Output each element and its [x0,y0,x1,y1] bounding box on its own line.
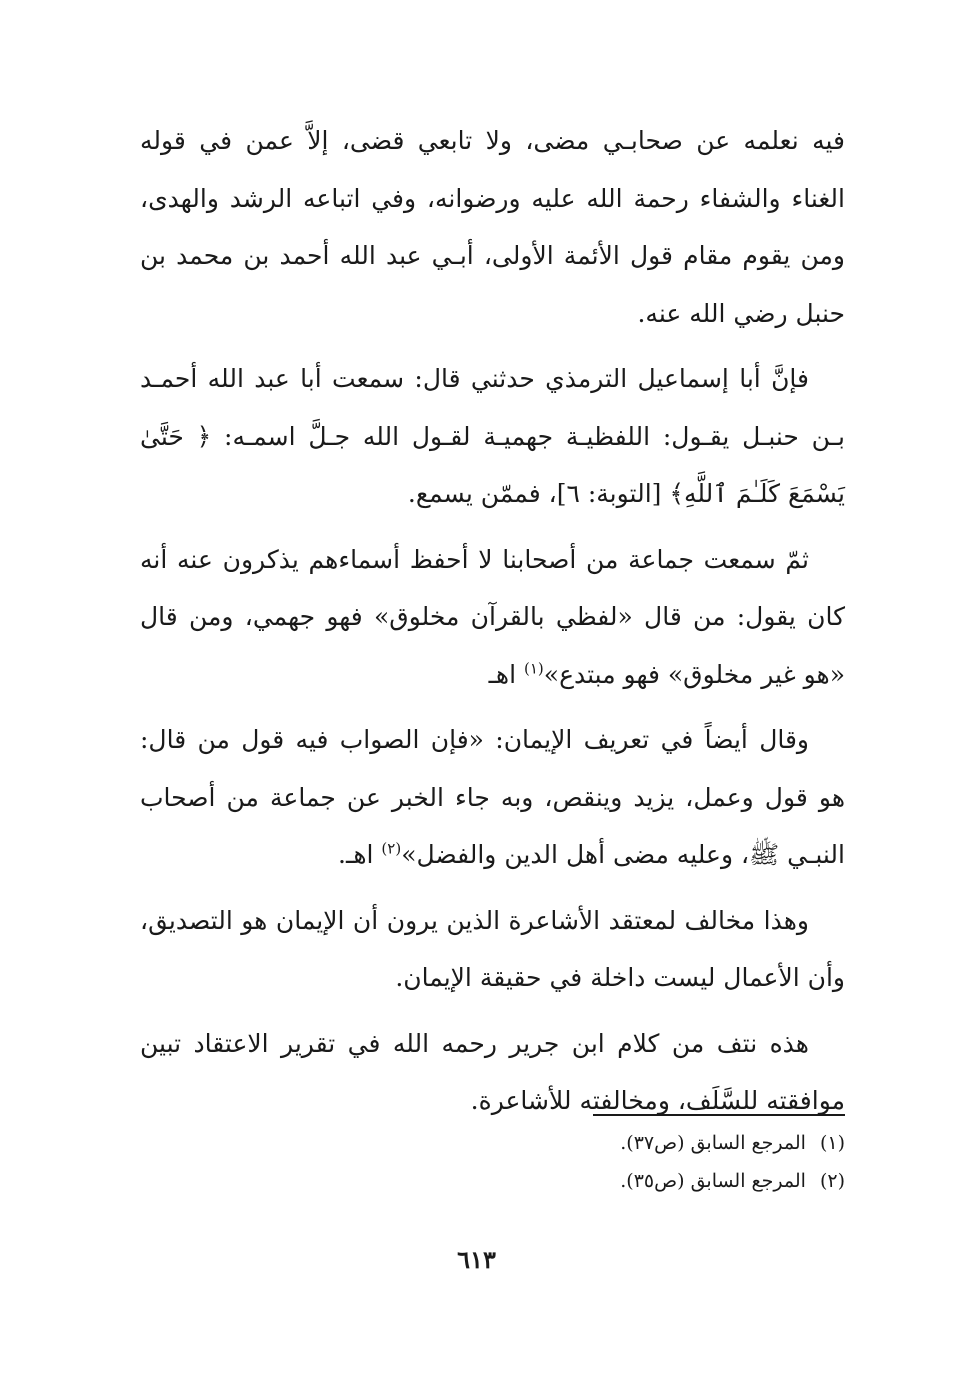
footnote-separator [593,1114,845,1116]
paragraph-6: هذه نتف من كلام ابن جرير رحمه الله في تقرير الاعتقاد تبين موافقته للسَّلَف، ومخالفته للأشاعرة. [140,1028,845,1115]
footnote-2 [140,1162,845,1200]
footnotes [140,1124,845,1200]
paragraph-5: وهذا مخالف لمعتقد الأشاعرة الذين يرون أن الإيمان هو التصديق، وأن الأعمال ليست داخلة في حقيقة الإيمان. [140,905,845,992]
paragraph-4-text: وقال أيضاً في تعريف الإيمان: «فإن الصواب فيه قول من قال: هو قول وعمل، يزيد وينقص، وبه جاء الخبر عن جماعة من أصحاب النبـي ﷺ، وعليه مضى أهل الدين والفضل» [140,725,845,869]
footnote-1-text: المرجع السابق (ص٣٧). [620,1132,806,1154]
footnote-ref-2[interactable]: (٢) [381,839,402,858]
footnote-1 [140,1124,845,1162]
paragraph-3-ending: اهـ [488,659,524,689]
paragraph-1: فيه نعلمه عن صحابـي مضى، ولا تابعي قضى، إلاَّ عمن في قوله الغناء والشفاء رحمة الله عليه ورضوانه، وفي اتباعه الرشد والهدى، ومن يقوم مقام قول الأئمة الأولى، أبـي عبد الله أحمد بن محمد بن حنبل رضي الله عنه. [140,126,845,328]
paragraph-2: فإنَّ أبا إسماعيل الترمذي حدثني قال: سمعت أبا عبد الله أحمـد بـن حنبـل يقـول: اللفظيـة جهميـة لقـول الله جـلَّ اسمـه: ﴿ حَتَّىٰ يَسْمَعَ كَلَـٰمَ ٱللَّهِ﴾ [التوبة: ٦]، فممّن يسمع. [140,364,845,508]
paragraph-4 [140,711,845,884]
footnote-ref-1[interactable]: (١) [524,659,544,678]
page-number: ٦١٣ [457,1245,496,1274]
paragraph-3-text: ثمّ سمعت جماعة من أصحابنا لا أحفظ أسماءهم يذكرون عنه أنه كان يقول: من قال «لفظي بالقرآن مخلوق» فهو جهمي، ومن قال «هو غير مخلوق» فهو مبتدع» [140,544,845,689]
main-text [140,112,845,1138]
footnote-2-text: المرجع السابق (ص٣٥). [620,1170,806,1192]
paragraph-3 [140,531,845,704]
footnote-2-number: (٢) [819,1170,845,1192]
footnote-1-number: (١) [819,1132,845,1154]
paragraph-4-ending: اهـ. [338,840,382,869]
